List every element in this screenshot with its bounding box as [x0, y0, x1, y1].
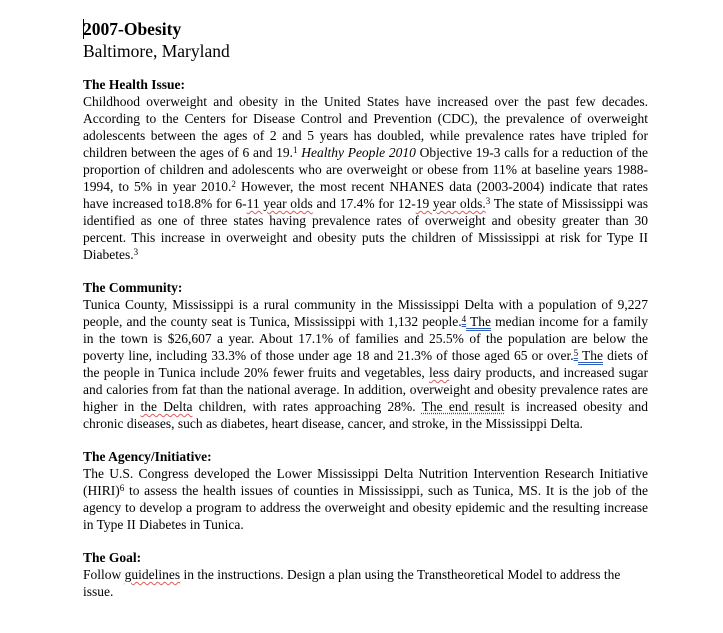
grammar-flag[interactable]: the Delta — [140, 399, 193, 414]
grammar-flag[interactable]: less — [429, 365, 450, 380]
style-flag[interactable]: The end result — [421, 399, 505, 414]
grammar-flag[interactable]: The — [466, 314, 491, 329]
section-heading: The Goal: — [83, 550, 142, 565]
section-heading: The Community: — [83, 280, 183, 295]
footnote-ref: 1 — [293, 145, 298, 155]
spelling-flag[interactable]: 11 year olds — [246, 196, 313, 211]
italic-text: Healthy People 2010 — [301, 145, 416, 160]
section-paragraph: The U.S. Congress developed the Lower Mississippi Delta Nutrition Intervention Research Initiative (HIRI)$^6$ to assess the health issues of counties in Mississippi, such as Tunica, MS. It is the job of the agency to develop a program to address the overweight and obesity epidemic and the resulting increase in Type II Diabetes in Tunica. — [83, 466, 648, 532]
section-agency — [83, 448, 648, 533]
footnote-ref: 3 — [485, 196, 491, 206]
section-health-issue — [83, 76, 648, 263]
footnote-ref: 2 — [231, 179, 236, 189]
document-subtitle: Baltimore, Maryland — [83, 41, 230, 61]
section-community — [83, 279, 648, 432]
document-body[interactable] — [83, 18, 648, 616]
footnote-ref: 4 — [461, 314, 467, 324]
grammar-flag[interactable]: The — [578, 348, 603, 363]
section-paragraph: Follow guidelines in the instructions. Design a plan using the Transtheoretical Model to address the issue. — [83, 567, 621, 599]
footnote-ref: 3 — [133, 247, 139, 257]
section-heading: The Health Issue: — [83, 77, 186, 92]
section-paragraph: Childhood overweight and obesity in the United States have increased over the past few decades. According to the Centers for Disease Control and Prevention (CDC), the prevalence of overweight adolescents between the ages of 2 and 5 years has doubled, while prevalence rates have tripled for children between the ages of 6 and 19.$^1$ Healthy People 2010 Objective 19-3 calls for a reduction of the proportion of children and adolescents who are overweight or obese from 11% at baseline years 1988-1994, to 5% in year 2010.$^2$ However, the most recent NHANES data (2003-2004) indicate that rates have increased to18.8% for 6-11 year olds and 17.4% for 12-19 year olds.$^3$ The state of Mississippi was identified as one of three states having prevalence rates of overweight and obesity greater than 30 percent. This increase in overweight and obesity puts the children of Mississippi at risk for Type II Diabetes.$^3$ — [83, 94, 649, 262]
spelling-flag[interactable]: 19 year olds. — [415, 196, 486, 211]
section-paragraph: Tunica County, Mississippi is a rural community in the Mississippi Delta with a population of 9,227 people, and the county seat is Tunica, Mississippi with 1,132 people.$^4$ The median income for a family in the town is $26,607 a year. About 17.1% of families and 25.5% of the population are below the poverty line, including 33.3% of those under age 18 and 21.3% of those aged 65 or over.$^5$ The diets of the people in Tunica include 20% fewer fruits and vegetables, less dairy products, and increased sugar and calories from fat than the national average. In addition, overweight and obesity prevalence rates are higher in the Delta children, with rates approaching 28%. The end result is increased obesity and chronic diseases, such as diabetes, heart disease, cancer, and stroke, in the Mississippi Delta. — [83, 297, 649, 431]
footnote-ref: 5 — [573, 348, 579, 358]
section-heading: The Agency/Initiative: — [83, 449, 212, 464]
footnote-ref: 6 — [119, 483, 125, 493]
spelling-flag[interactable]: guidelines — [124, 567, 181, 582]
section-goal — [83, 549, 648, 600]
document-title: 2007-Obesity — [83, 19, 182, 39]
